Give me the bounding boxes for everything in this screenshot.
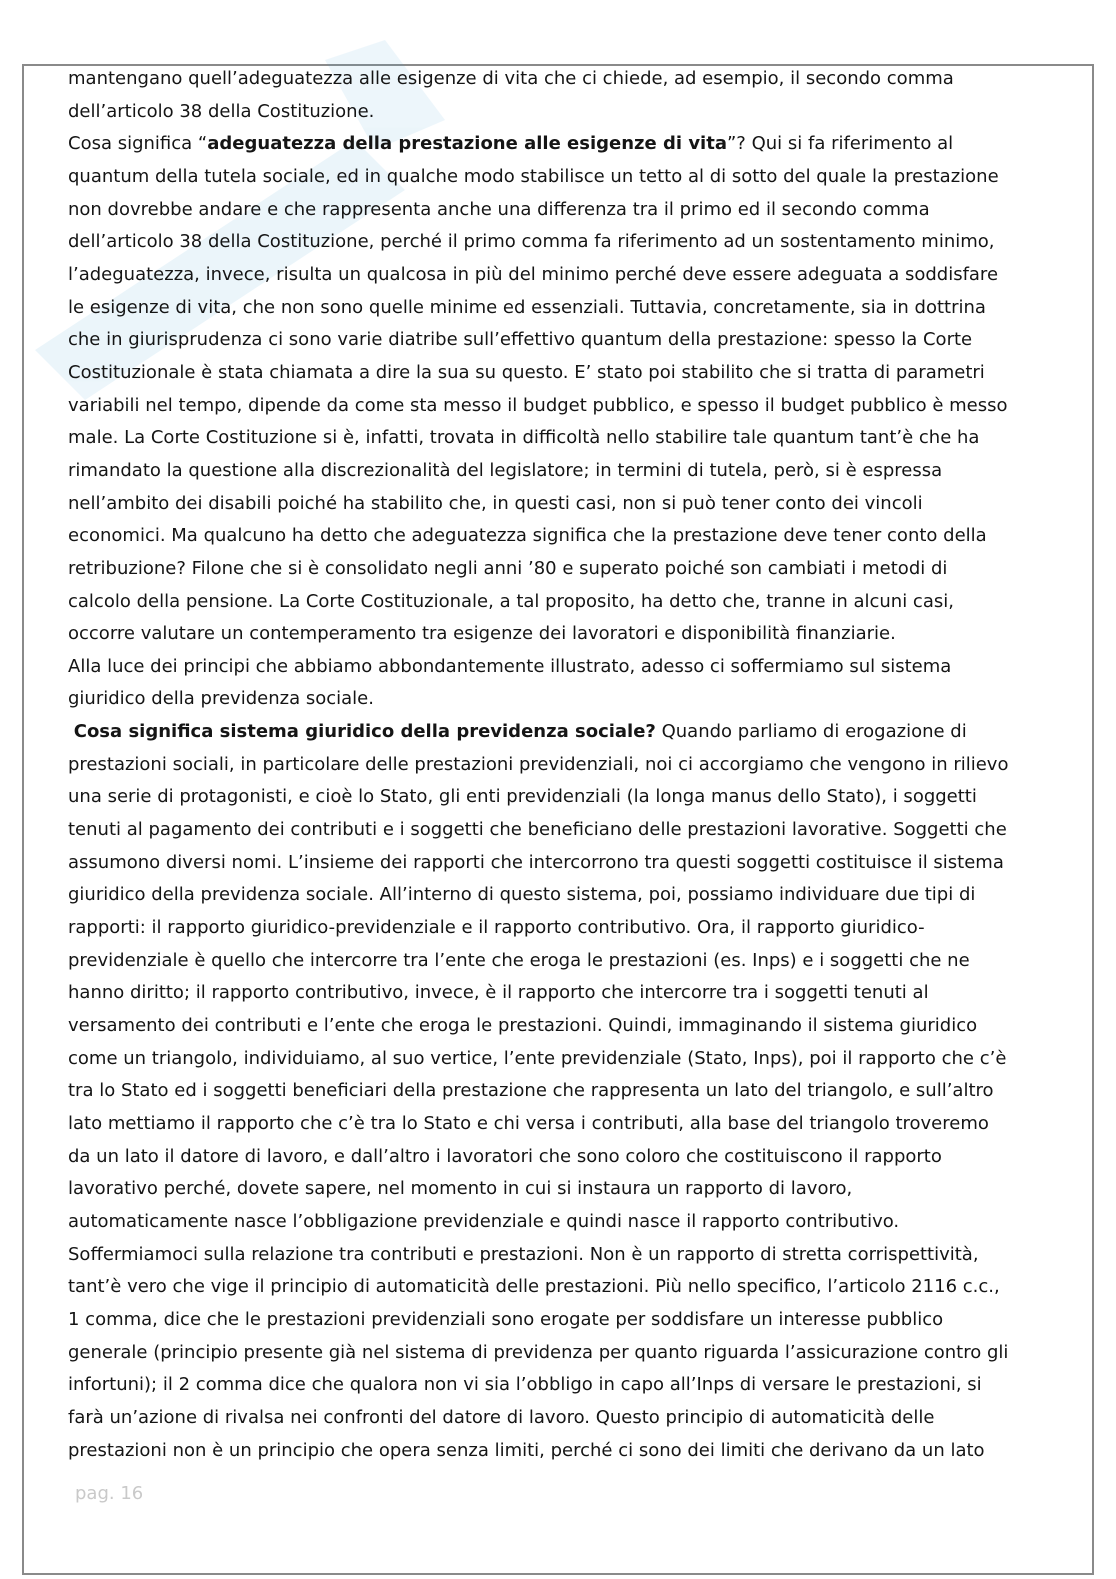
text-line: giuridico della previdenza sociale. All’interno di questo sistema, poi, possiamo individuare due tipi di: [68, 884, 976, 906]
text-line: mantengano quell’adeguatezza alle esigenze di vita che ci chiede, ad esempio, il secondo comma: [68, 68, 954, 89]
text-run: Quando parliamo di erogazione di: [655, 721, 967, 743]
text-line: generale (principio presente già nel sistema di previdenza per quanto riguarda l’assicurazione contro gli: [68, 1341, 1009, 1363]
text-run: Cosa significa “: [68, 133, 208, 155]
text-line: dell’articolo 38 della Costituzione.: [68, 100, 375, 122]
paragraph: [68, 651, 1048, 716]
text-line: nell’ambito dei disabili poiché ha stabilito che, in questi casi, non si può tener conto dei vincoli: [68, 492, 923, 514]
text-line: occorre valutare un contemperamento tra esigenze dei lavoratori e disponibilità finanziarie.: [68, 623, 896, 645]
text-line: infortuni); il 2 comma dice che qualora non vi sia l’obbligo in capo all’Inps di versare le prestazioni, si: [68, 1374, 982, 1396]
text-line: prestazioni non è un principio che opera senza limiti, perché ci sono dei limiti che derivano da un lato: [68, 1439, 985, 1461]
text-line: da un lato il datore di lavoro, e dall’altro i lavoratori che sono coloro che costituiscono il rapporto: [68, 1145, 942, 1167]
text-line: tenuti al pagamento dei contributi e i soggetti che beneficiano delle prestazioni lavorative. Soggetti che: [68, 819, 1007, 841]
text-line: [68, 716, 1048, 749]
text-line: una serie di protagonisti, e cioè lo Stato, gli enti previdenziali (la longa manus dello Stato), i soggetti: [68, 786, 977, 808]
text-line: lavorativo perché, dovete sapere, nel momento in cui si instaura un rapporto di lavoro,: [68, 1178, 853, 1200]
text-line: male. La Corte Costituzione si è, infatti, trovata in difficoltà nello stabilire tale quantum tant’è che ha: [68, 427, 980, 449]
text-line: le esigenze di vita, che non sono quelle minime ed essenziali. Tuttavia, concretamente, sia in dottrina: [68, 296, 986, 318]
text-line: automaticamente nasce l’obbligazione previdenziale e quindi nasce il rapporto contributivo.: [68, 1210, 900, 1232]
bold-question: Cosa significa sistema giuridico della previdenza sociale?: [73, 721, 656, 743]
text-line: giuridico della previdenza sociale.: [68, 688, 374, 710]
text-line: quantum della tutela sociale, ed in qualche modo stabilisce un tetto al di sotto del quale la prestazione: [68, 165, 999, 187]
text-line: non dovrebbe andare e che rappresenta anche una differenza tra il primo ed il secondo comma: [68, 198, 930, 220]
text-line: Alla luce dei principi che abbiamo abbondantemente illustrato, adesso ci soffermiamo sul sistema: [68, 655, 952, 677]
paragraph: [68, 63, 1048, 128]
text-line: hanno diritto; il rapporto contributivo, invece, è il rapporto che intercorre tra i soggetti tenuti al: [68, 982, 929, 1004]
document-body: [68, 63, 1048, 1467]
text-line: prestazioni sociali, in particolare delle prestazioni previdenziali, noi ci accorgiamo che vengono in rilievo: [68, 753, 1009, 775]
text-line: tant’è vero che vige il principio di automaticità delle prestazioni. Più nello specifico, l’articolo 2116 c.c.,: [68, 1276, 1000, 1298]
text-line: lato mettiamo il rapporto che c’è tra lo Stato e chi versa i contributi, alla base del triangolo troveremo: [68, 1113, 989, 1134]
page-number: pag. 16: [75, 1483, 144, 1504]
text-line: calcolo della pensione. La Corte Costituzionale, a tal proposito, ha detto che, tranne in alcuni casi,: [68, 590, 954, 612]
text-line: come un triangolo, individuiamo, al suo vertice, l’ente previdenziale (Stato, Inps), poi il rapporto che c’è: [68, 1047, 1007, 1069]
text-line: assumono diversi nomi. L’insieme dei rapporti che intercorrono tra questi soggetti costituisce il sistema: [68, 851, 1004, 873]
text-line: variabili nel tempo, dipende da come sta messo il budget pubblico, e spesso il budget pubblico è messo: [68, 394, 1008, 416]
text-line: Costituzionale è stata chiamata a dire la sua su questo. E’ stato poi stabilito che si tratta di parametri: [68, 361, 985, 383]
text-line: 1 comma, dice che le prestazioni previdenziali sono erogate per soddisfare un interesse pubblico: [68, 1308, 944, 1330]
text-run: ”? Qui si fa riferimento al: [726, 133, 954, 155]
text-line: economici. Ma qualcuno ha detto che adeguatezza significa che la prestazione deve tener conto della: [68, 525, 987, 547]
text-line: retribuzione? Filone che si è consolidato negli anni ’80 e superato poiché son cambiati i metodi di: [68, 557, 948, 579]
bold-phrase: adeguatezza della prestazione alle esigenze di vita: [207, 133, 727, 155]
text-line: dell’articolo 38 della Costituzione, perché il primo comma fa riferimento ad un sostentamento minimo,: [68, 231, 995, 253]
text-line: rimandato la questione alla discrezionalità del legislatore; in termini di tutela, però, si è espressa: [68, 459, 943, 481]
text-line: rapporti: il rapporto giuridico-previdenziale e il rapporto contributivo. Ora, il rapporto giuridico-: [68, 917, 925, 939]
paragraph: [68, 716, 1048, 1239]
text-line: [68, 128, 1048, 161]
text-line: Soffermiamoci sulla relazione tra contributi e prestazioni. Non è un rapporto di stretta corrispettività,: [68, 1243, 979, 1265]
text-line: tra lo Stato ed i soggetti beneficiari della prestazione che rappresenta un lato del triangolo, e sull’altro: [68, 1080, 994, 1102]
text-line: farà un’azione di rivalsa nei confronti del datore di lavoro. Questo principio di automaticità delle: [68, 1406, 935, 1428]
text-line: che in giurisprudenza ci sono varie diatribe sull’effettivo quantum della prestazione: spesso la Corte: [68, 329, 973, 351]
text-line: versamento dei contributi e l’ente che eroga le prestazioni. Quindi, immaginando il sistema giuridico: [68, 1015, 978, 1037]
text-line: l’adeguatezza, invece, risulta un qualcosa in più del minimo perché deve essere adeguata a soddisfare: [68, 263, 999, 285]
paragraph: [68, 1239, 1048, 1468]
text-line: previdenziale è quello che intercorre tra l’ente che eroga le prestazioni (es. Inps) e i soggetti che ne: [68, 949, 970, 971]
paragraph: [68, 128, 1048, 651]
